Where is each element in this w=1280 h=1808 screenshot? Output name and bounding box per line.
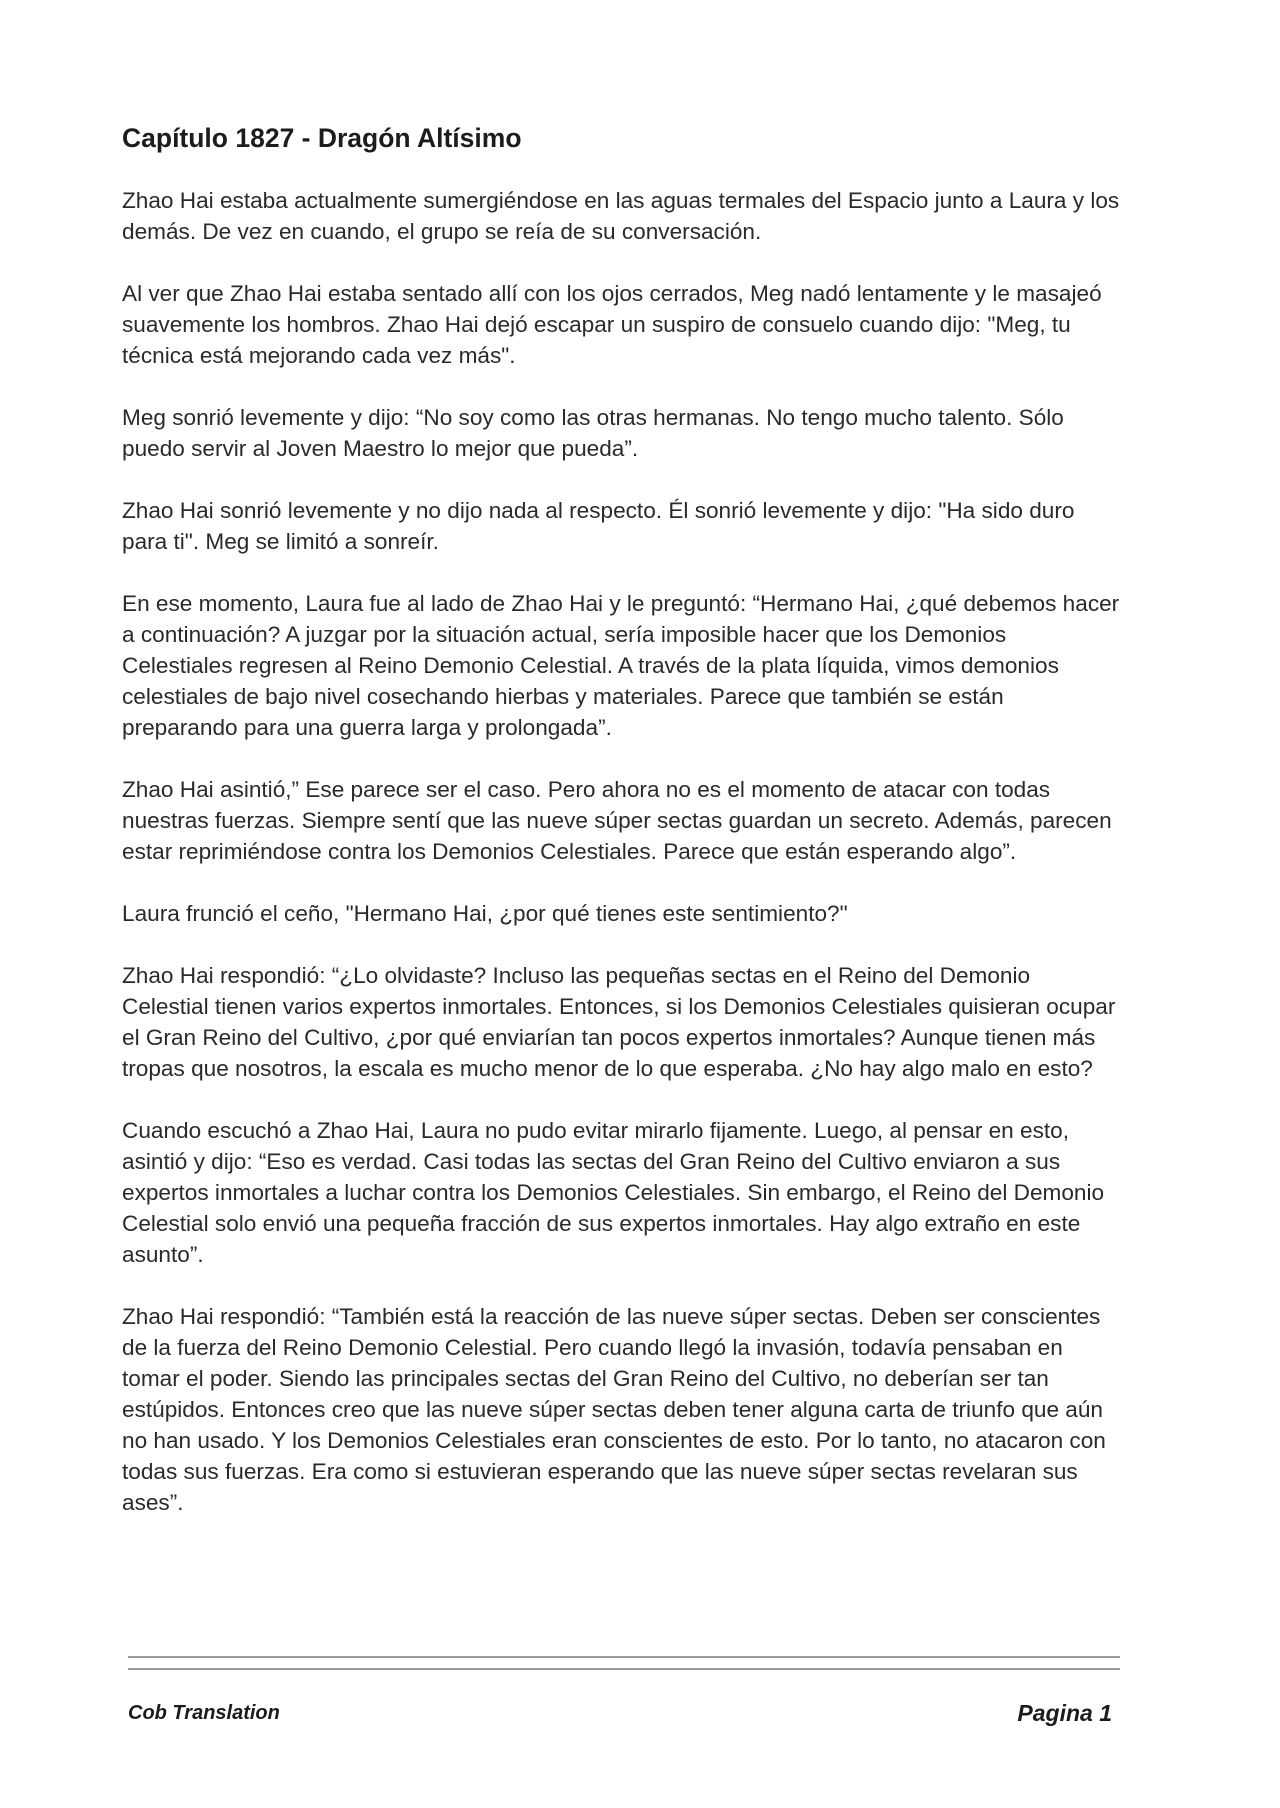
document-body xyxy=(122,120,1122,1549)
paragraph-9: Cuando escuchó a Zhao Hai, Laura no pudo evitar mirarlo fijamente. Luego, al pensar en esto, asintió y dijo: “Eso es verdad. Casi todas las sectas del Gran Reino del Cultivo enviaron a sus expertos inmortales a luchar contra los Demonios Celestiales. Sin embargo, el Reino del Demonio Celestial solo envió una pequeña fracción de sus expertos inmortales. Hay algo extraño en este asunto”. xyxy=(122,1118,1105,1267)
paragraph-4: Zhao Hai sonrió levemente y no dijo nada al respecto. Él sonrió levemente y dijo: "Ha sido duro para ti". Meg se limitó a sonreír. xyxy=(122,498,1075,554)
paragraph-3: Meg sonrió levemente y dijo: “No soy como las otras hermanas. No tengo mucho talento. Sólo puedo servir al Joven Maestro lo mejor que pueda”. xyxy=(122,405,1064,461)
paragraph-1: Zhao Hai estaba actualmente sumergiéndose en las aguas termales del Espacio junto a Laura y los demás. De vez en cuando, el grupo se reía de su conversación. xyxy=(122,188,1120,244)
paragraph-6: Zhao Hai asintió,” Ese parece ser el caso. Pero ahora no es el momento de atacar con todas nuestras fuerzas. Siempre sentí que las nueve súper sectas guardan un secreto. Además, parecen estar reprimiéndose contra los Demonios Celestiales. Parece que están esperando algo”. xyxy=(122,777,1112,864)
chapter-title: Capítulo 1827 - Dragón Altísimo xyxy=(122,123,522,153)
paragraph-10: Zhao Hai respondió: “También está la reacción de las nueve súper sectas. Deben ser conscientes de la fuerza del Reino Demonio Celestial. Pero cuando llegó la invasión, todavía pensaban en tomar el poder. Siendo las principales sectas del Gran Reino del Cultivo, no deberían ser tan estúpidos. Entonces creo que las nueve súper sectas deben tener alguna carta de triunfo que aún no han usado. Y los Demonios Celestiales eran conscientes de esto. Por lo tanto, no atacaron con todas sus fuerzas. Era como si estuvieran esperando que las nueve súper sectas revelaran sus ases”. xyxy=(122,1304,1106,1515)
paragraph-8: Zhao Hai respondió: “¿Lo olvidaste? Incluso las pequeñas sectas en el Reino del Demonio Celestial tienen varios expertos inmortales. Entonces, si los Demonios Celestiales quisieran ocupar el Gran Reino del Cultivo, ¿por qué enviarían tan pocos expertos inmortales? Aunque tienen más tropas que nosotros, la escala es mucho menor de lo que esperaba. ¿No hay algo malo en esto? xyxy=(122,963,1116,1081)
footer-page-number: Pagina 1 xyxy=(1017,1700,1112,1726)
paragraph-2: Al ver que Zhao Hai estaba sentado allí con los ojos cerrados, Meg nadó lentamente y le masajeó suavemente los hombros. Zhao Hai dejó escapar un suspiro de consuelo cuando dijo: "Meg, tu técnica está mejorando cada vez más". xyxy=(122,281,1102,368)
paragraph-5: En ese momento, Laura fue al lado de Zhao Hai y le preguntó: “Hermano Hai, ¿qué debemos hacer a continuación? A juzgar por la situación actual, sería imposible hacer que los Demonios Celestiales regresen al Reino Demonio Celestial. A través de la plata líquida, vimos demonios celestiales de bajo nivel cosechando hierbas y materiales. Parece que también se están preparando para una guerra larga y prolongada”. xyxy=(122,591,1120,740)
paragraph-7: Laura frunció el ceño, "Hermano Hai, ¿por qué tienes este sentimiento?" xyxy=(122,901,848,926)
footer-translator: Cob Translation xyxy=(128,1702,280,1724)
footer-divider-bottom xyxy=(128,1668,1120,1670)
footer-divider-top xyxy=(128,1656,1120,1658)
